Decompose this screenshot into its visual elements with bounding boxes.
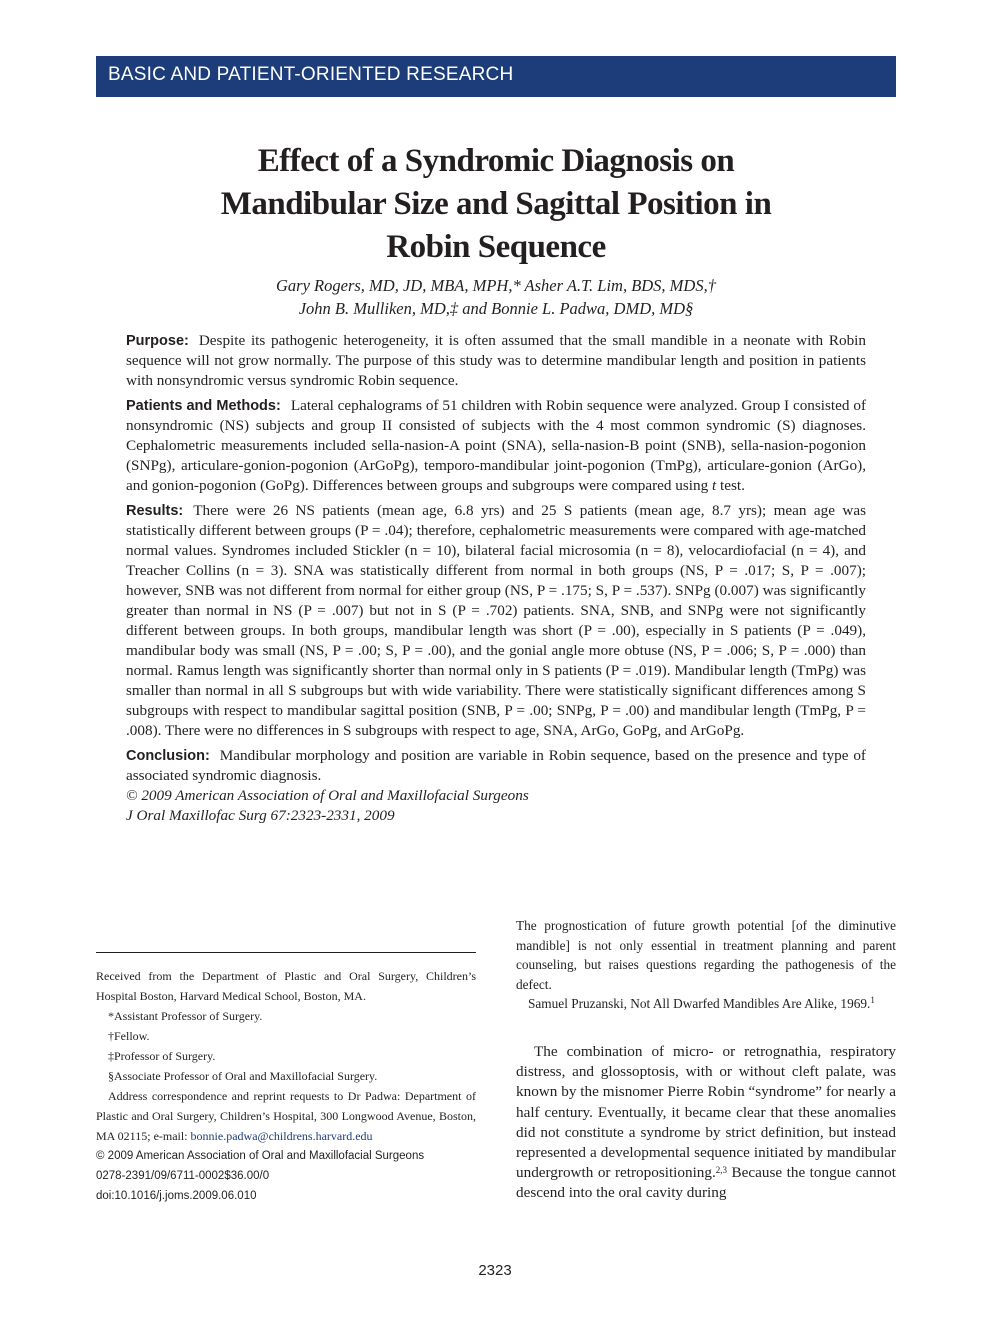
- doi: doi:10.1016/j.joms.2009.06.010: [96, 1190, 257, 1202]
- abstract-purpose: [126, 331, 866, 391]
- abstract-results: [126, 501, 866, 741]
- title-line: Robin Sequence: [386, 229, 606, 265]
- page-number: 2323: [478, 1262, 512, 1279]
- journal-citation: J Oral Maxillofac Surg 67:2323-2331, 2009: [126, 807, 395, 824]
- body-text: [516, 1042, 896, 1204]
- epigraph-quote: The prognostication of future growth potential [of the diminutive mandible] is not only essential in treatment planning and parent counseling, but raises questions regarding the pathogenesis of the defect.: [516, 918, 896, 992]
- received-note: Received from the Department of Plastic and Oral Surgery, Children’s Hospital Boston, Harvard Medical School, Boston, MA.: [96, 969, 476, 1003]
- section-banner: [96, 56, 896, 97]
- purpose-heading: Purpose:: [126, 333, 189, 349]
- methods-text-end: test.: [720, 477, 745, 494]
- author-list: [96, 274, 896, 320]
- methods-text: Lateral cephalograms of 51 children with Robin sequence were analyzed. Group I consisted of nonsyndromic (NS) subjects and group II consisted of subjects with the 4 most common syndromic (S) diagnoses. Cephalometric measurements included sella-nasion-A point (SNA), sella-nasion-B point (SNB), sella-nasion-pogonion (SNPg), articulare-gonion-pogonion (ArGoPg), temporo-mandibular joint-pogonion (TmPg), articulare-gonion (ArGo), and gonion-pogonion (GoPg). Differences between groups and subgroups were compared using: [126, 397, 867, 494]
- purpose-text: Despite its pathogenic heterogeneity, it is often assumed that the small mandible in a neonate with Robin sequence will not grow normally. The purpose of this study was to determine mandibular length and position in patients with nonsyndromic versus syndromic Robin sequence.: [126, 332, 866, 389]
- article-title: [96, 140, 896, 269]
- title-line: Effect of a Syndromic Diagnosis on: [257, 143, 735, 179]
- footnote: §Associate Professor of Oral and Maxillofacial Surgery.: [108, 1069, 378, 1083]
- section-label: BASIC AND PATIENT-ORIENTED RESEARCH: [108, 64, 514, 85]
- epigraph: [516, 916, 896, 1014]
- results-text: There were 26 NS patients (mean age, 6.8 yrs) and 25 S patients (mean age, 8.7 yrs); mean age was statistically different between groups (P = .04); therefore, cephalometric measurements were compared with age-matched normal values. Syndromes included Stickler (n = 10), bilateral facial microsomia (n = 8), velocardiofacial (n = 4), and Treacher Collins (n = 3). SNA was statistically different from normal in both groups (NS, P = .017; S, P = .007); however, SNB was not different from normal for either group (NS, P = .175; S, P = .537). SNPg (0.007) was significantly greater than normal in NS (P = .007) but not in S (P = .702) patients. SNA, SNB, and SNPg were not significantly different between groups. In both groups, mandibular length was short (P = .00), especially in S patients (P = .049), mandibular body was small (NS, P = .00; S, P = .00), and the gonial angle more obtuse (NS, P = .006; S, P = .000) than normal. Ramus length was significantly shorter than normal only in S patients (P = .019). Mandibular length (TmPg) was smaller than normal in all S subgroups but with wide variability. There were statistically significant differences among S subgroups with respect to mandibular sagittal position (SNB, P = .00; SNPg, P = .00) and mandibular length (TmPg, P = .008). There were no differences in S subgroups with respect to age, SNA, ArGo, GoPg, and ArGoPg.: [126, 502, 866, 739]
- footnote: ‡Professor of Surgery.: [108, 1049, 216, 1063]
- methods-t-symbol: t: [712, 477, 717, 494]
- conclusion-heading: Conclusion:: [126, 748, 210, 764]
- attribution-text: Samuel Pruzanski, Not All Dwarfed Mandibles Are Alike, 1969.: [528, 996, 871, 1011]
- footnote: *Assistant Professor of Surgery.: [108, 1009, 263, 1023]
- conclusion-text: Mandibular morphology and position are variable in Robin sequence, based on the presence and type of associated syndromic diagnosis.: [126, 747, 866, 784]
- reference-marker[interactable]: 1: [870, 995, 875, 1005]
- issn: 0278-2391/09/6711-0002$36.00/0: [96, 1170, 270, 1182]
- body-paragraph-continued: Because the tongue cannot descend into the oral cavity during: [516, 1164, 896, 1202]
- correspondence-address: Address correspondence and reprint requests to Dr Padwa: Department of Plastic and Oral Surgery, Children’s Hospital, 300 Longwood Avenue, Boston, MA 02115; e-mail:: [96, 1089, 476, 1143]
- author-line: Gary Rogers, MD, JD, MBA, MPH,* Asher A.T. Lim, BDS, MDS,†: [276, 276, 716, 295]
- results-heading: Results:: [126, 503, 184, 519]
- abstract: [126, 331, 866, 826]
- footnote: †Fellow.: [108, 1029, 150, 1043]
- body-paragraph: The combination of micro- or retrognathia, respiratory distress, and glossoptosis, with or without cleft palate, was known by the misnomer Pierre Robin “syndrome” for nearly a half century. Eventually, it became clear that these anomalies did not constitute a syndrome by strict definition, but instead represented a developmental sequence initiated by mandibular undergrowth or retropositioning.: [516, 1043, 896, 1182]
- title-line: Mandibular Size and Sagittal Position in: [220, 186, 772, 222]
- footnote-divider: [96, 952, 476, 953]
- correspondence-note: [96, 1086, 476, 1146]
- methods-heading: Patients and Methods:: [126, 398, 281, 414]
- abstract-conclusion: [126, 746, 866, 786]
- footnote-copyright: © 2009 American Association of Oral and Maxillofacial Surgeons: [96, 1150, 425, 1162]
- abstract-methods: [126, 396, 866, 496]
- epigraph-attribution: [516, 994, 896, 1014]
- abstract-copyright: © 2009 American Association of Oral and Maxillofacial Surgeons: [126, 787, 529, 804]
- email-link[interactable]: bonnie.padwa@childrens.harvard.edu: [190, 1129, 373, 1143]
- footnotes: [96, 966, 476, 1206]
- author-line: John B. Mulliken, MD,‡ and Bonnie L. Padwa, DMD, MD§: [298, 299, 694, 318]
- reference-marker[interactable]: 2,3: [715, 1165, 728, 1176]
